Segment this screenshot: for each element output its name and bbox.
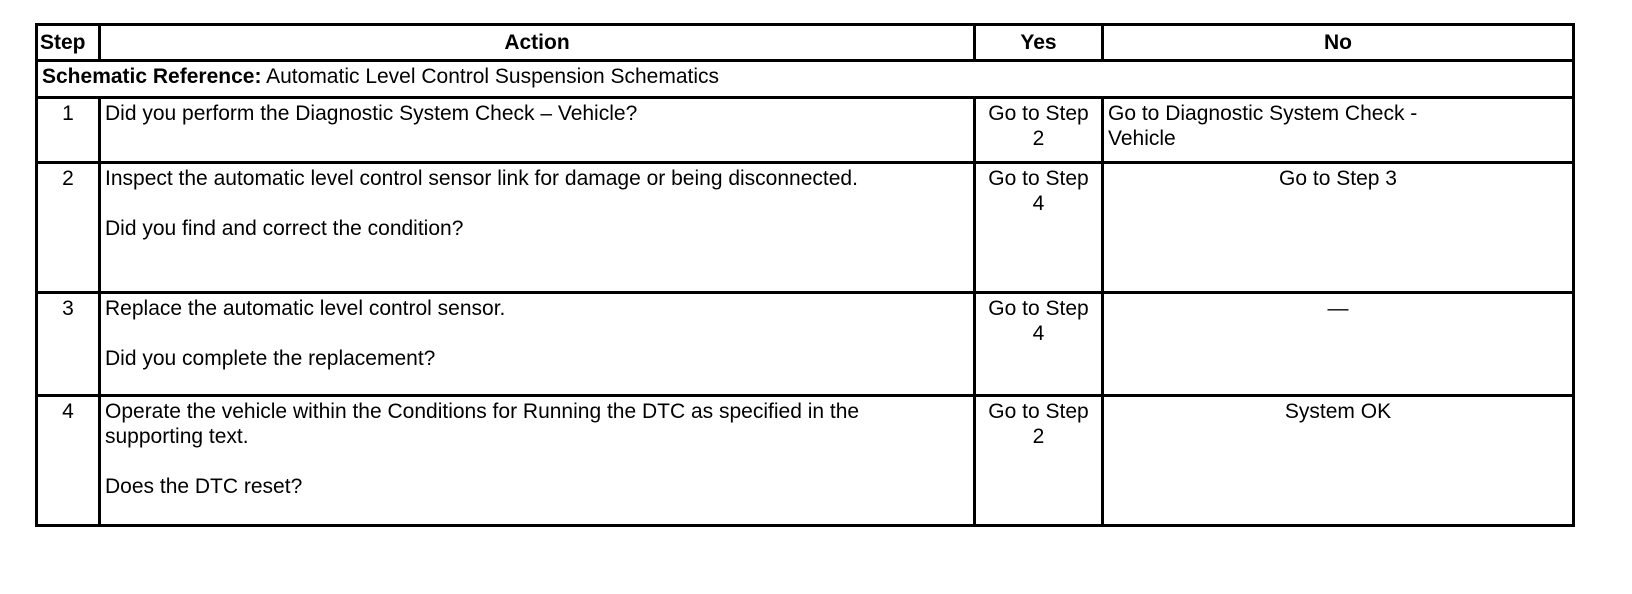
- table-row: [37, 293, 1574, 396]
- no-cell: [1103, 396, 1574, 526]
- action-question: Does the DTC reset?: [105, 475, 303, 498]
- action-text: Inspect the automatic level control sensor link for damage or being disconnected.: [105, 167, 858, 190]
- no-text: System OK: [1284, 400, 1392, 423]
- action-cell: [100, 163, 975, 293]
- header-step: Step: [37, 25, 100, 61]
- header-no: No: [1103, 25, 1574, 61]
- yes-step: 2: [1032, 425, 1045, 448]
- schematic-label: Schematic Reference:: [42, 65, 262, 88]
- header-yes: Yes: [975, 25, 1103, 61]
- no-text: —: [1327, 297, 1349, 320]
- no-cell: [1103, 163, 1574, 293]
- action-cell: [100, 396, 975, 526]
- action-question: Did you complete the replacement?: [105, 347, 436, 370]
- yes-cell: [975, 163, 1103, 293]
- action-text: Did you perform the Diagnostic System Check – Vehicle?: [105, 102, 638, 125]
- yes-cell: [975, 293, 1103, 396]
- step-number: 1: [37, 98, 100, 163]
- yes-text: Go to Step: [988, 167, 1089, 190]
- yes-text: Go to Step: [988, 400, 1089, 423]
- schematic-row: [37, 61, 1574, 98]
- yes-cell: [975, 98, 1103, 163]
- header-action: Action: [100, 25, 975, 61]
- no-cell: [1103, 293, 1574, 396]
- yes-cell: [975, 396, 1103, 526]
- action-text: Replace the automatic level control sensor.: [105, 297, 506, 320]
- step-number: 2: [37, 163, 100, 293]
- schematic-reference: [37, 61, 1574, 98]
- yes-step: 2: [1032, 127, 1045, 150]
- no-text: Go to Diagnostic System Check -: [1108, 102, 1418, 125]
- table-row: [37, 163, 1574, 293]
- schematic-text: Automatic Level Control Suspension Schematics: [261, 65, 720, 88]
- step-number: 4: [37, 396, 100, 526]
- no-text: Go to Step 3: [1279, 167, 1397, 190]
- table-row: [37, 98, 1574, 163]
- table-row: [37, 396, 1574, 526]
- action-cell: [100, 293, 975, 396]
- yes-step: 4: [1032, 192, 1045, 215]
- action-cell: [100, 98, 975, 163]
- no-cell: [1103, 98, 1574, 163]
- yes-step: 4: [1032, 322, 1045, 345]
- action-question: Did you find and correct the condition?: [105, 217, 464, 240]
- diagnostic-table: [35, 23, 1575, 527]
- action-text: Operate the vehicle within the Conditions for Running the DTC as specified in the supporting text.: [105, 400, 860, 448]
- no-text-2: Vehicle: [1108, 127, 1176, 150]
- header-row: [37, 25, 1574, 61]
- yes-text: Go to Step: [988, 102, 1089, 125]
- step-number: 3: [37, 293, 100, 396]
- yes-text: Go to Step: [988, 297, 1089, 320]
